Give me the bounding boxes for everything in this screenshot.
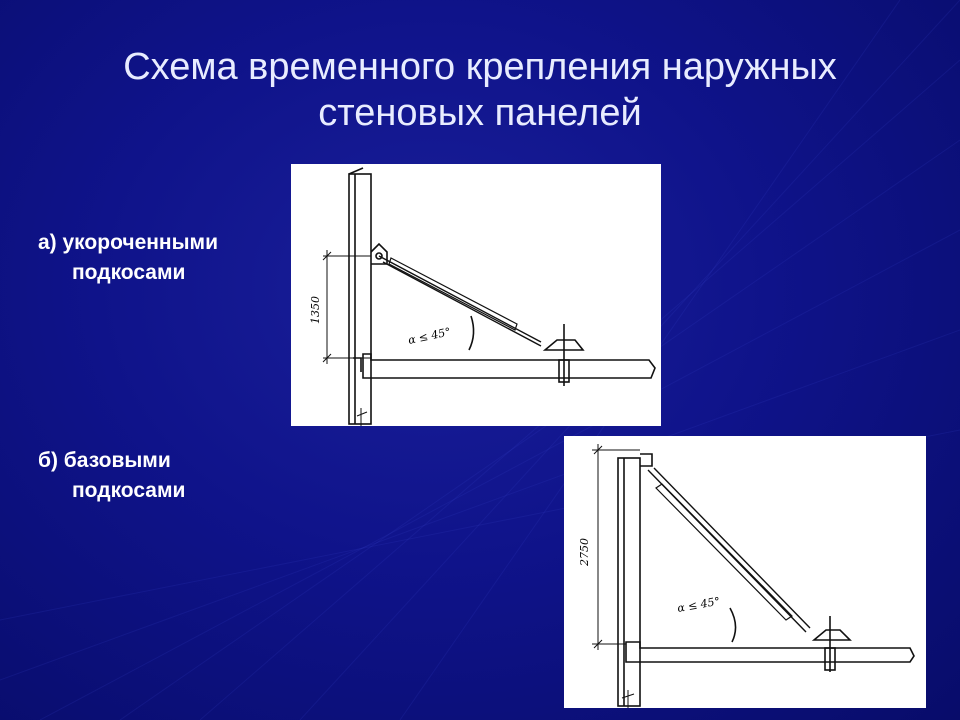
anchor-b [814, 630, 850, 640]
slide-title [40, 44, 920, 136]
wall-panel-b [618, 458, 640, 706]
title-line-1: Схема временного крепления наружных [123, 46, 837, 88]
title-line-2: стеновых панелей [318, 92, 642, 134]
dimension-label-a: 1350 [309, 296, 322, 324]
wall-panel-a [349, 174, 371, 424]
angle-label-a: α ≤ 45° [406, 325, 452, 347]
caption-a-line-2: подкосами [72, 261, 186, 284]
angle-label-b: α ≤ 45° [676, 594, 722, 615]
diagram-a-short-braces [291, 164, 661, 426]
floor-slab-b [626, 642, 914, 662]
dimension-label-b: 2750 [578, 538, 591, 566]
floor-slab-a [363, 354, 655, 378]
caption-a-line-1: а) укороченными [38, 231, 218, 254]
brace-b [656, 484, 792, 620]
diagram-a-drawing [291, 164, 661, 426]
diagram-b-base-braces [564, 436, 926, 708]
caption-a [38, 228, 218, 288]
diagram-b-drawing [564, 436, 926, 708]
caption-b [38, 446, 185, 506]
caption-b-line-2: подкосами [72, 479, 186, 502]
caption-b-line-1: б) базовыми [38, 449, 171, 472]
